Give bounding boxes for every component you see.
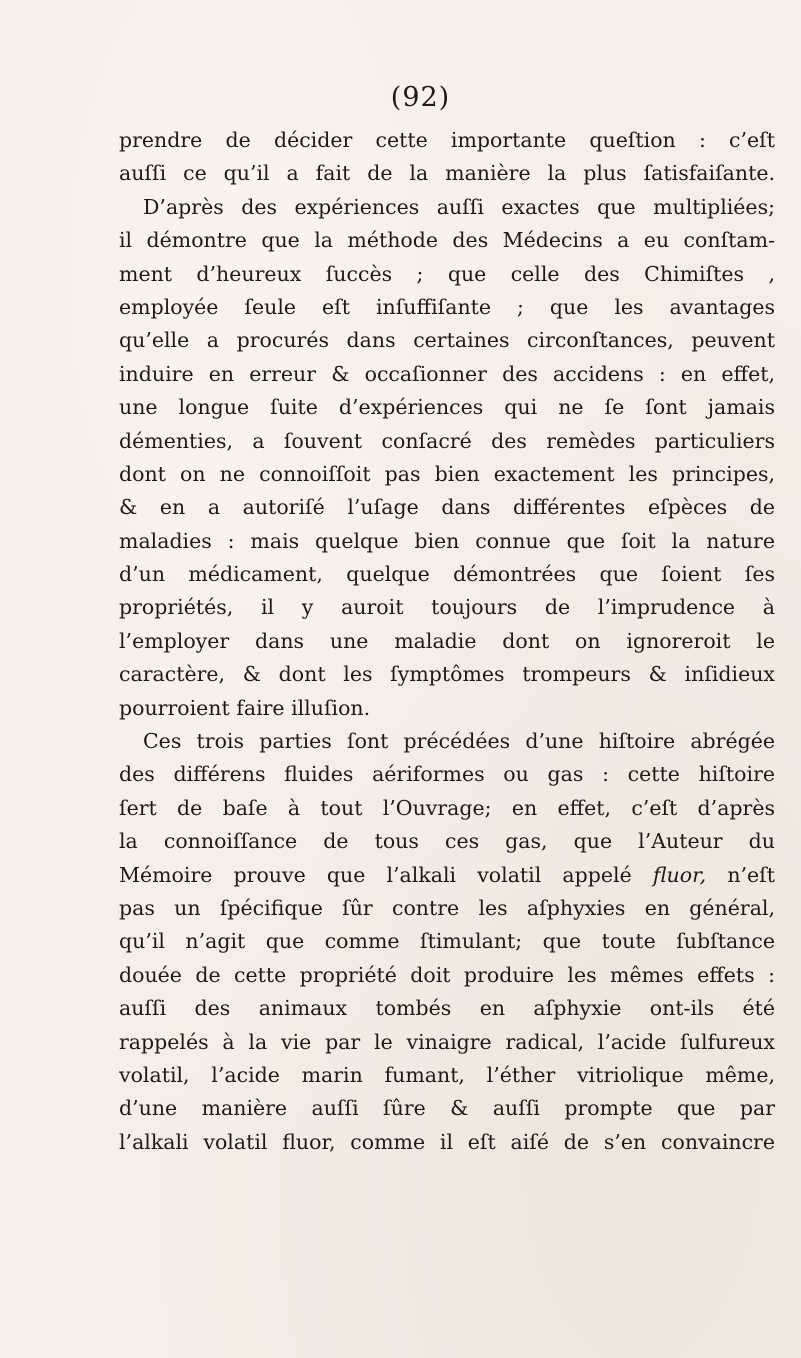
text-line-30: d’une manière auſſi ſûre & auſſi prompte que par: [119, 1096, 775, 1121]
text-line-31: l’alkali volatil fluor, comme il eſt aiſé de s’en convaincre: [119, 1129, 775, 1154]
text-line-10: démenties, a ſouvent conſacré des remèdes particuliers: [119, 428, 775, 453]
text-line-23-main: Mémoire prouve que l’alkali volatil appelé: [119, 862, 632, 887]
text-line-19: Ces trois parties ſont précédées d’une hiſtoire abrégée: [143, 729, 775, 754]
text-line-15: propriétés, il y auroit toujours de l’imprudence à: [119, 595, 775, 620]
text-line-1: prendre de décider cette importante queſtion : c’eſt: [119, 128, 775, 152]
text-line-4: il démontre que la méthode des Médecins a eu conſtam-: [119, 228, 775, 253]
text-line-23-tail: n’eſt: [706, 862, 775, 887]
text-line-27: auſſi des animaux tombés en aſphyxie ont-ils été: [119, 996, 775, 1021]
text-line-23-italic: fluor,: [652, 862, 707, 887]
text-line-23: [119, 859, 775, 892]
text-line-26: douée de cette propriété doit produire les mêmes effets :: [119, 962, 775, 987]
text-line-5: ment d’heureux ſuccès ; que celle des Chimiſtes ,: [119, 261, 775, 286]
page-number: (92): [390, 82, 451, 113]
text-line-7: qu’elle a procurés dans certaines circonſtances, peuvent: [119, 328, 775, 353]
text-line-16: l’employer dans une maladie dont on ignoreroit le: [119, 628, 775, 653]
text-line-2: auſſi ce qu’il a fait de la manière la plus ſatisfaiſante.: [119, 161, 775, 186]
text-line-9: une longue ſuite d’expériences qui ne ſe ſont jamais: [119, 395, 775, 420]
body-text: [119, 124, 775, 1159]
text-line-11: dont on ne connoiſſoit pas bien exactement les principes,: [119, 461, 775, 486]
text-line-3: D’après des expériences auſſi exactes que multipliées;: [143, 194, 775, 219]
text-line-14: d’un médicament, quelque démontrées que ſoient ſes: [119, 562, 775, 587]
text-line-22: la connoiſſance de tous ces gas, que l’Auteur du: [119, 829, 775, 854]
text-line-6: employée ſeule eſt inſuffiſante ; que les avantages: [119, 294, 775, 319]
text-line-25: qu’il n’agit que comme ſtimulant; que toute ſubſtance: [119, 929, 775, 954]
text-line-20: des différens fluides aériformes ou gas : cette hiſtoire: [119, 762, 775, 787]
text-line-29: volatil, l’acide marin fumant, l’éther vitriolique même,: [119, 1062, 775, 1087]
text-line-28: rappelés à la vie par le vinaigre radical, l’acide ſulfureux: [119, 1029, 775, 1054]
text-line-21: ſert de baſe à tout l’Ouvrage; en effet, c’eſt d’après: [119, 795, 775, 820]
text-line-18: pourroient faire illuſion.: [119, 695, 371, 720]
text-line-8: induire en erreur & occaſionner des accidens : en effet,: [119, 361, 775, 386]
text-line-17: caractère, & dont les ſymptômes trompeurs & inſidieux: [119, 662, 775, 687]
text-line-13: maladies : mais quelque bien connue que ſoit la nature: [119, 528, 775, 553]
text-line-24: pas un ſpécifique ſûr contre les aſphyxies en général,: [119, 895, 775, 920]
text-line-12: & en a autoriſé l’uſage dans différentes eſpèces de: [119, 495, 775, 520]
